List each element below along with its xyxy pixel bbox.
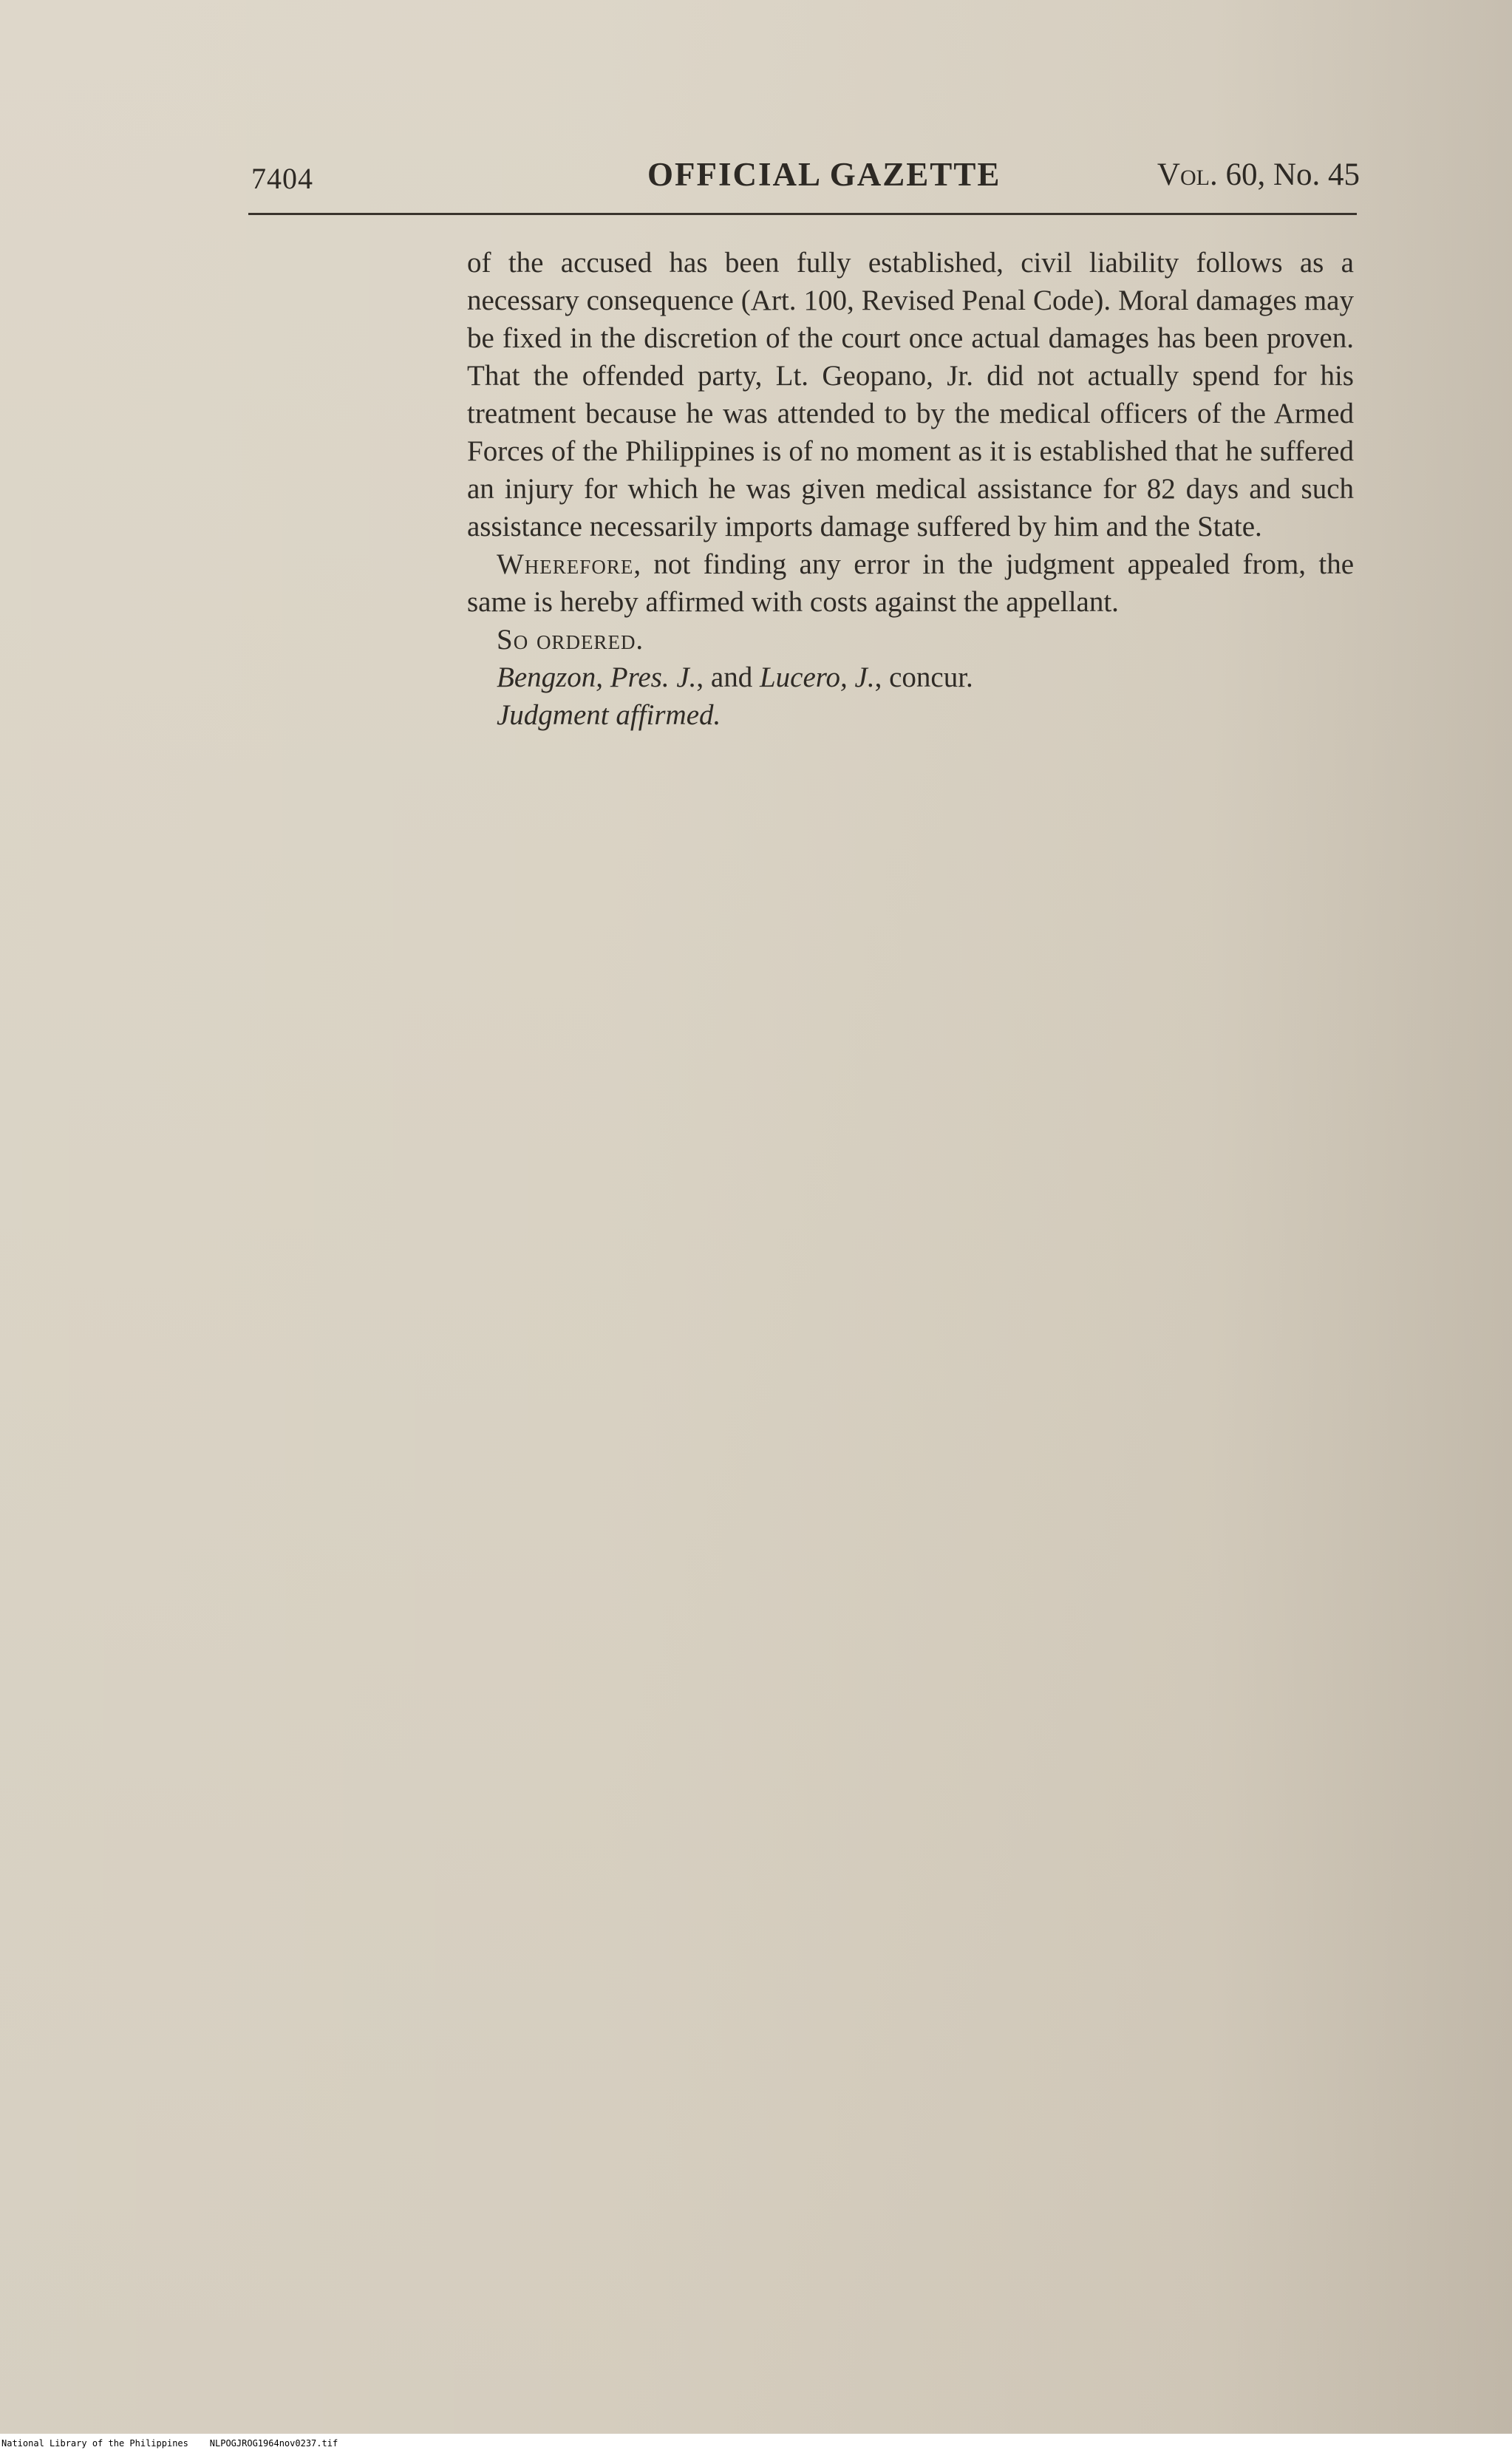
publication-title: OFFICIAL GAZETTE (647, 156, 1001, 193)
scan-footer (0, 2434, 1512, 2450)
volume-prefix: Vol (1157, 157, 1210, 192)
concur-justice-1: Bengzon, Pres. J. (497, 661, 697, 693)
concur-and: , and (696, 661, 760, 693)
page-header (251, 154, 1360, 205)
concur-justice-2: Lucero, J. (759, 661, 875, 693)
wherefore-lead: Wherefore (497, 548, 634, 580)
so-ordered: So ordered. (497, 624, 644, 656)
concur-suffix: , concur. (874, 661, 973, 693)
paragraph-civil-liability: of the accused has been fully established, civil liability follows as a necessary consequence (Art. 100, Revised Penal Code). Moral damages may be fixed in the discretion of the court once actual damages has been proven. That the offended party, Lt. Geopano, Jr. did not actually spend for his treatment because he was attended to by the medical officers of the Armed Forces of the Philippines is of no moment as it is established that he suffered an injury for which he was given medical assistance for 82 days and such assistance necessarily imports damage suffered by him and the State. (467, 247, 1354, 542)
paragraph-wherefore (467, 545, 1354, 621)
footer-file: NLPOGJROG1964nov0237.tif (209, 2438, 338, 2449)
disposition-line: Judgment affirmed. (497, 699, 721, 731)
scan-footer-text (1, 2438, 338, 2449)
volume-issue (1157, 157, 1360, 193)
header-rule (248, 213, 1357, 215)
decision-text (467, 244, 1354, 734)
concurrence-line (467, 659, 1354, 696)
page-number: 7404 (251, 162, 313, 195)
volume-number: . 60, No. 45 (1209, 157, 1360, 192)
wherefore-text: , not finding any error in the judgment appealed from, the same is hereby affirmed with costs against the appellant. (467, 548, 1354, 618)
footer-library: National Library of the Philippines (1, 2438, 188, 2449)
